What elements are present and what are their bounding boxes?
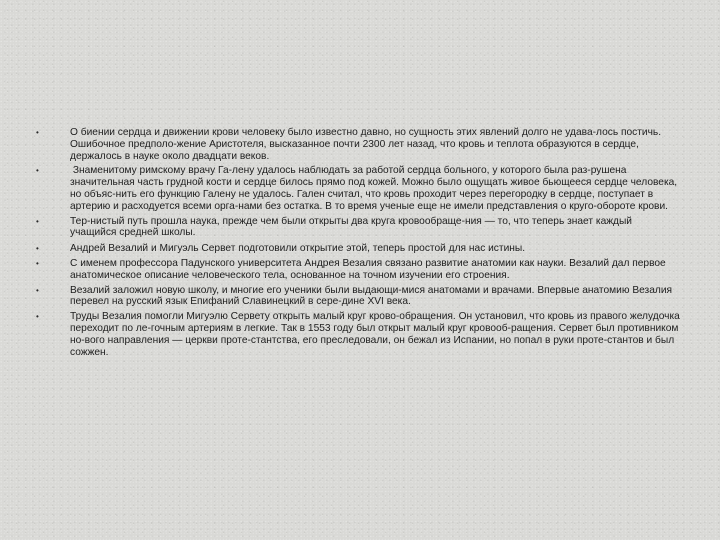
bullet-icon: • (36, 258, 39, 268)
bullet-item (36, 311, 680, 358)
bullet-text: Везалий заложил новую школу, и многие его ученики были выдающи-мися анатомами и врачами. Впервые анатомию Везалия перевел на русский язык Епифаний Славинецкий в сере-дине XVI века. (70, 284, 673, 308)
bullet-text: Труды Везалия помогли Мигуэлю Сервету открыть малый круг крово-обращения. Он установил, что кровь из правого желудочка переходит по ле-гочным артериям в легкие. Так в 1553 году был открыт малый круг кровооб-ращения. Сервет был противником но-вого направления — церкви проте-стантства, его преследовали, он бежал из Испании, но попал в руки проте-стантов и был сожжен. (70, 311, 680, 358)
bullet-icon: • (36, 216, 39, 226)
bullet-item (36, 285, 680, 309)
bullet-text: Знаменитому римскому врачу Га-лену удалось наблюдать за работой сердца больного, у которого была раз-рушена значительная часть грудной кости и сердце билось прямо под кожей. Можно было ощущать живое бьющееся сердце человека, но объяс-нить его функцию Галену не удалось. Гален считал, что кровь проходит через перегородку в сердце, поступает в артерию и расходуется всеми орга-нами без остатка. В то время ученые еще не имели представления о круго-обороте крови. (70, 165, 680, 212)
bullet-icon: • (36, 312, 39, 322)
bullet-text: Андрей Везалий и Мигуэль Сервет подготовили открытие этой, теперь простой для нас истины. (70, 243, 526, 255)
bullet-item (36, 165, 680, 212)
bullet-text: С именем профессора Падунского университета Андрея Везалия связано развитие анатомии как науки. Везалий дал первое анатомическое описание человеческого тела, основанное на точном изучении его строения. (70, 257, 666, 281)
bullet-icon: • (36, 166, 39, 176)
bullet-icon: • (36, 128, 39, 137)
bullet-item (36, 243, 680, 255)
bullet-list (36, 127, 680, 358)
bullet-text: Тер-нистый путь прошла наука, прежде чем были открыты два круга кровообраще-ния — то, что теперь знает каждый учащийся средней школы. (70, 215, 633, 239)
bullet-icon: • (36, 244, 39, 254)
bullet-icon: • (36, 285, 39, 295)
bullet-item (36, 258, 680, 282)
bullet-item (36, 127, 680, 162)
bullet-text: О биении сердца и движении крови человеку было известно давно, но сущность этих явлений долго не удава-лось постичь. Ошибочное предполо-жение Аристотеля, высказанное почти 2300 лет назад, что кровь и теплота образуются в сердце, держалось в науке около двадцати веков. (70, 127, 662, 162)
bullet-item (36, 216, 680, 240)
